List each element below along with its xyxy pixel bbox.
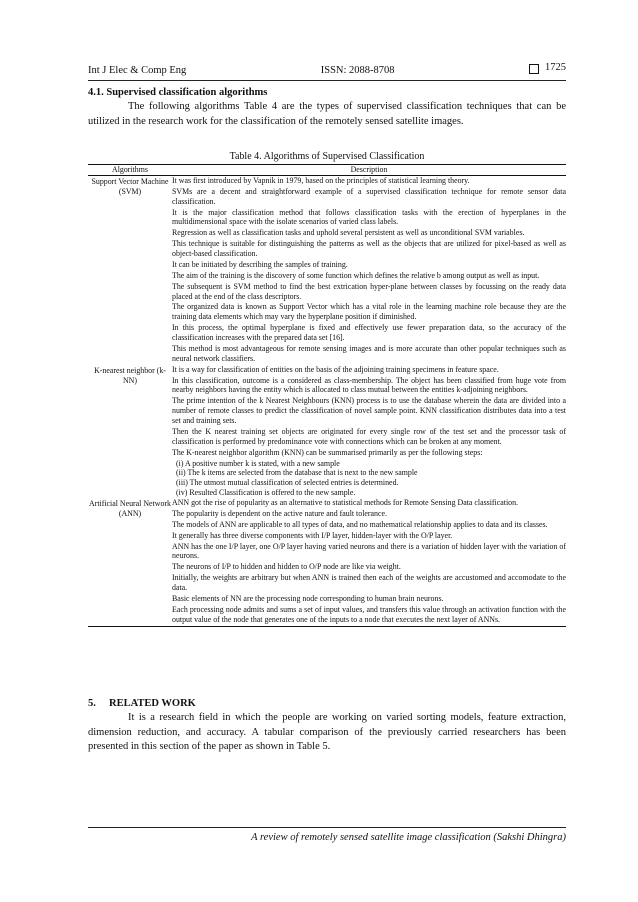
description-line: Then the K nearest training set objects are originated for every single row of the test set and the processor task of classification is performed by predominance vote with connections which can be broken at any moment. <box>172 426 566 446</box>
header-algorithms: Algorithms <box>112 165 148 174</box>
description-line: ANN got the rise of popularity as an alternative to statistical methods for Remote Sensing Data classification. <box>172 498 519 507</box>
description-line: The popularity is dependent on the active nature and fault tolerance. <box>172 508 387 518</box>
description-line: The models of ANN are applicable to all types of data, and no mathematical relationship applies to data and its classes. <box>172 519 548 529</box>
description-line: The subsequent is SVM method to find the best extrication hyper-plane between classes by focussing on the ready data placed at the end of the class descriptors. <box>172 281 566 301</box>
table-header-row <box>88 165 566 176</box>
description-line: The prime intention of the k Nearest Neighbours (KNN) process is to use the database wherein the data are divided into a number of remote classes to predict the classification of novel sample point. KNN classification distributes data into a test set and training sets. <box>172 396 566 425</box>
section-4-1-paragraph: The following algorithms Table 4 are the types of supervised classification techniques that can be utilized in the research work for the classification of the remotely sensed satellite images. <box>88 101 566 127</box>
description-line: It was first introduced by Vapnik in 1979, based on the principles of statistical learning theory. <box>172 175 470 185</box>
description-line: The organized data is known as Support Vector which has a vital role in the learning machine role because they are the training data elements which may vary the hyperplane position if diminished. <box>172 302 566 322</box>
knn-step: (iii) The utmost mutual classification of selected entries is determined. <box>176 478 399 488</box>
table-group-svm <box>88 176 566 365</box>
description-line: It can be initiated by describing the samples of training. <box>172 259 348 269</box>
section-5 <box>88 697 566 755</box>
knn-step: (iv) Resulted Classification is offered to the new sample. <box>176 488 356 498</box>
table-caption: Table 4. Algorithms of Supervised Classification <box>229 151 425 162</box>
section-4-1 <box>88 86 566 129</box>
description-cell <box>172 176 566 365</box>
page-footer: A review of remotely sensed satellite image classification (Sakshi Dhingra) <box>88 827 566 843</box>
section-4-1-title: 4.1. Supervised classification algorithms <box>88 87 268 98</box>
description-line: This technique is suitable for distinguishing the patterns as well as the objects that are utilized for pixel-based as well as object-based classification. <box>172 239 566 258</box>
algorithms-table <box>88 164 566 627</box>
description-cell <box>172 498 566 626</box>
description-line: This method is most advantageous for remote sensing images and is more accurate than other popular techniques such as neural network classifiers. <box>172 343 566 363</box>
algorithm-name: K-nearest neighbor (k-NN) <box>94 365 166 385</box>
journal-name: Int J Elec & Comp Eng <box>88 64 187 76</box>
description-line: It is the major classification method that follows classification tasks with the erection of hyperplanes in the multidimensional space with the isolate scenarios of varied class labels. <box>172 207 566 227</box>
algorithm-name: Artificial Neural Network (ANN) <box>89 499 171 518</box>
description-line: ANN has the one I/P layer, one O/P layer having varied neurons and there is a variation of hidden layer with the variation of neurons. <box>172 541 566 561</box>
square-bullet-icon <box>529 64 539 74</box>
algorithm-name: Support Vector Machine (SVM) <box>91 176 169 196</box>
description-line: The neurons of I/P to hidden and hidden to O/P node are like via weight. <box>172 562 401 572</box>
section-5-title: 5. RELATED WORK <box>88 698 196 709</box>
section-5-paragraph: It is a research field in which the people are working on varied sorting models, feature extraction, dimension reduction, and accuracy. A tabular comparison of the previously carried researchers has been presented in this section of the paper as shown in Table 5. <box>88 712 566 753</box>
description-line: It generally has three diverse components with I/P layer, hidden-layer with the O/P layer. <box>172 530 453 540</box>
knn-steps-list <box>172 459 566 499</box>
table-group-ann <box>88 498 566 626</box>
knn-step: (ii) The k items are selected from the database that is next to the new sample <box>176 468 418 478</box>
header-description: Description <box>350 165 388 174</box>
description-line: The K-nearest neighbor algorithm (KNN) can be summarised primarily as per the following steps: <box>172 447 483 457</box>
description-line: SVMs are a decent and straightforward example of a supervised classification technique for remote sensor data classification. <box>172 186 566 206</box>
table-group-knn <box>88 365 566 498</box>
description-line: It is a way for classification of entities on the basis of the adjoining training specimens in feature space. <box>172 364 499 374</box>
knn-step: (i) A positive number k is stated, with a new sample <box>176 458 340 468</box>
description-line: Initially, the weights are arbitrary but when ANN is trained then each of the weights are accustomed and accomodate to the data. <box>172 573 566 592</box>
description-line: Regression as well as classification tasks and uphold several persistent as well as unconditional SVM variables. <box>172 228 525 238</box>
description-line: In this classification, outcome is a considered as class-membership. The object has been classified from huge vote from nearby neighbors having the entity which is allocated to class mutual between the entities k-adjoining neighbors. <box>172 375 566 395</box>
description-line: Basic elements of NN are the processing node corresponding to human brain neurons. <box>172 593 444 603</box>
description-line: Each processing node admits and sums a set of input values, and transfers this value through an activation function with the output value of the node that generates one of the inputs to a node that executes the next layer of ANNs. <box>172 604 566 624</box>
description-cell <box>172 365 566 498</box>
description-line: The aim of the training is the discovery of some function which defines the relative b among output as well as input. <box>172 270 540 280</box>
issn: ISSN: 2088-8708 <box>320 64 395 76</box>
description-line: In this process, the optimal hyperplane is fixed and effectively use fewer preparation data, so the accuracy of the classification increases with the prepared data set [16]. <box>172 323 566 342</box>
page-number: 1725 <box>545 62 566 73</box>
page-number-block <box>529 62 566 73</box>
page-header <box>88 62 566 81</box>
